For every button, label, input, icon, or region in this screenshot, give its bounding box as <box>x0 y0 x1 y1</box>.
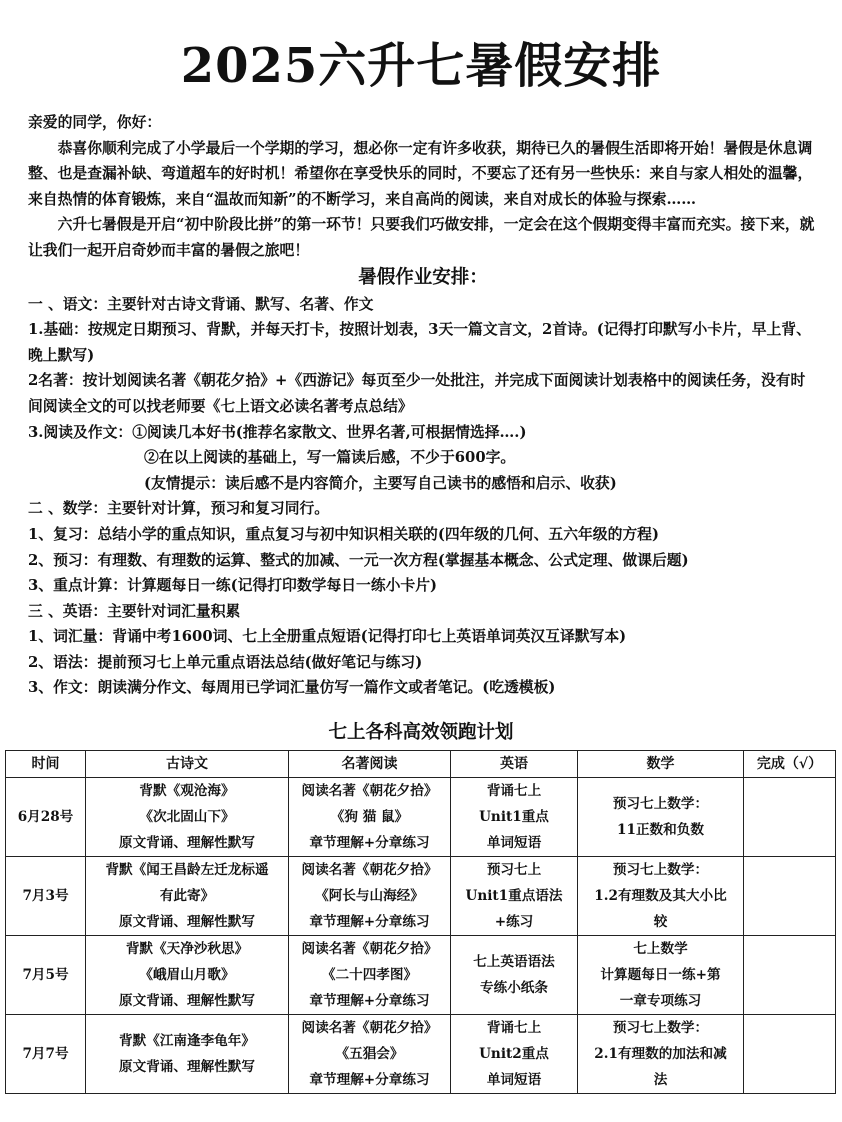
reading-line: 阅读名著《朝花夕拾》 <box>301 862 438 878</box>
math-line: 一章专项练习 <box>619 993 702 1009</box>
header-math: 数学 <box>578 751 744 778</box>
row-done <box>744 857 836 936</box>
row-reading <box>289 936 451 1015</box>
chinese-item-3-b: ②在以上阅读的基础上，写一篇读后感，不少于600字。 <box>144 449 516 467</box>
poetry-line: 《次北固山下》 <box>139 809 235 825</box>
reading-line: 阅读名著《朝花夕拾》 <box>301 783 438 799</box>
row-english <box>451 936 578 1015</box>
math-item-2: 2、预习：有理数、有理数的运算、整式的加减、一元一次方程(掌握基本概念、公式定理、做课后题) <box>28 551 689 569</box>
row-date: 7月5号 <box>6 936 86 1015</box>
row-poetry <box>86 1015 289 1094</box>
reading-line: 《二十四孝图》 <box>321 967 418 983</box>
row-poetry <box>86 936 289 1015</box>
math-line: 1.2有理数及其大小比 <box>594 888 727 904</box>
math-line: 预习七上数学： <box>612 1020 709 1036</box>
english-line: 七上英语语法 <box>473 954 555 970</box>
english-line: Unit1重点语法 <box>465 888 563 904</box>
homework-heading: 暑假作业安排： <box>358 266 488 288</box>
row-math <box>578 778 744 857</box>
intro-paragraph-1: 恭喜你顺利完成了小学最后一个学期的学习，想必你一定有许多收获，期待已久的暑假生活即将开始！暑假是休息调整、也是查漏补缺、弯道超车的好时机！希望你在享受快乐的同时，不要忘了还有另一些快乐：来自与家人相处的温馨，来自热情的体育锻炼，来自“温故而知新”的不断学习，来自高尚的阅读，来自对成长的体验与探索…… <box>28 139 813 208</box>
english-item-1: 1、词汇量：背诵中考1600词、七上全册重点短语(记得打印七上英语单词英汉互译默写本) <box>28 628 627 646</box>
row-date: 6月28号 <box>6 778 86 857</box>
english-line: 背诵七上 <box>486 783 542 799</box>
math-item-3: 3、重点计算：计算题每日一练(记得打印数学每日一练小卡片) <box>28 577 438 595</box>
reading-line: 阅读名著《朝花夕拾》 <box>301 941 438 957</box>
row-poetry <box>86 778 289 857</box>
row-done <box>744 936 836 1015</box>
chinese-item-3-note: (友情提示：读后感不是内容简介，主要写自己读书的感悟和启示、收获) <box>144 474 617 492</box>
chinese-item-2: 2名著：按计划阅读名著《朝花夕拾》+《西游记》每页至少一处批注，并完成下面阅读计划表格中的阅读任务，没有时间阅读全文的可以找老师要《七上语文必读名著考点总结》 <box>28 372 806 415</box>
table-row <box>6 936 836 1015</box>
row-english <box>451 857 578 936</box>
chinese-item-1: 1.基础：按规定日期预习、背默，并每天打卡，按照计划表，3天一篇文言文，2首诗。(记得打印默写小卡片，早上背、晚上默写) <box>28 321 811 364</box>
page-title: 2025六升七暑假安排 <box>180 38 662 94</box>
poetry-line: 原文背诵、理解性默写 <box>119 1059 255 1075</box>
row-done <box>744 1015 836 1094</box>
row-math <box>578 857 744 936</box>
document-body <box>28 110 818 701</box>
greeting: 亲爱的同学，你好： <box>28 114 162 131</box>
plan-table-body <box>6 778 836 1094</box>
chinese-item-3: 3.阅读及作文：①阅读几本好书(推荐名家散文、世界名著,可根据情选择….) <box>28 423 527 441</box>
math-line: 2.1有理数的加法和减 <box>594 1046 727 1062</box>
poetry-line: 《峨眉山月歌》 <box>139 967 235 983</box>
row-reading <box>289 857 451 936</box>
header-english: 英语 <box>451 751 578 778</box>
chinese-section-title: 一 、语文：主要针对古诗文背诵、默写、名著、作文 <box>28 295 374 313</box>
poetry-line: 背默《天净沙秋思》 <box>125 941 249 957</box>
english-line: 背诵七上 <box>486 1020 542 1036</box>
reading-line: 《狗 猫 鼠》 <box>330 809 409 825</box>
table-row <box>6 778 836 857</box>
english-item-2: 2、语法：提前预习七上单元重点语法总结(做好笔记与练习) <box>28 653 423 671</box>
row-poetry <box>86 857 289 936</box>
poetry-line: 有此寄》 <box>159 888 215 904</box>
row-date: 7月7号 <box>6 1015 86 1094</box>
reading-line: 章节理解+分章练习 <box>309 1072 430 1088</box>
intro-paragraph-2: 六升七暑假是开启“初中阶段比拼”的第一环节！只要我们巧做安排，一定会在这个假期变得丰富而充实。接下来，就让我们一起开启奇妙而丰富的暑假之旅吧！ <box>28 216 815 259</box>
table-row <box>6 1015 836 1094</box>
poetry-line: 原文背诵、理解性默写 <box>119 835 255 851</box>
row-date: 7月3号 <box>6 857 86 936</box>
english-section-title: 三 、英语：主要针对词汇量积累 <box>28 602 241 620</box>
english-line: 单词短语 <box>486 1072 542 1088</box>
header-reading: 名著阅读 <box>289 751 451 778</box>
reading-line: 阅读名著《朝花夕拾》 <box>301 1020 438 1036</box>
row-done <box>744 778 836 857</box>
english-line: 单词短语 <box>486 835 542 851</box>
header-done: 完成（√） <box>744 751 836 778</box>
english-line: 专练小纸条 <box>480 980 548 996</box>
poetry-line: 原文背诵、理解性默写 <box>119 914 255 930</box>
reading-line: 《阿长与山海经》 <box>315 888 424 904</box>
english-line: 预习七上 <box>486 862 542 878</box>
reading-line: 章节理解+分章练习 <box>309 835 430 851</box>
english-item-3: 3、作文：朗读满分作文、每周用已学词汇量仿写一篇作文或者笔记。(吃透模板) <box>28 679 556 697</box>
math-line: 预习七上数学： <box>612 796 709 812</box>
plan-table <box>5 750 836 1094</box>
english-line: Unit1重点 <box>479 809 549 825</box>
poetry-line: 原文背诵、理解性默写 <box>119 993 255 1009</box>
english-line: Unit2重点 <box>479 1046 549 1062</box>
header-poetry: 古诗文 <box>86 751 289 778</box>
plan-table-header-row <box>6 751 836 778</box>
math-line: 11正数和负数 <box>617 822 704 838</box>
row-reading <box>289 1015 451 1094</box>
math-line: 较 <box>653 914 668 930</box>
reading-line: 章节理解+分章练习 <box>309 993 430 1009</box>
math-line: 法 <box>653 1072 668 1088</box>
row-reading <box>289 778 451 857</box>
plan-table-title: 七上各科高效领跑计划 <box>328 722 514 743</box>
table-row <box>6 857 836 936</box>
poetry-line: 背默《观沧海》 <box>139 783 235 799</box>
english-line: +练习 <box>494 914 534 930</box>
math-line: 七上数学 <box>633 941 688 957</box>
math-item-1: 1、复习：总结小学的重点知识，重点复习与初中知识相关联的(四年级的几何、五六年级的方程) <box>28 525 659 543</box>
poetry-line: 背默《江南逢李龟年》 <box>119 1033 255 1049</box>
reading-line: 章节理解+分章练习 <box>309 914 430 930</box>
poetry-line: 背默《闻王昌龄左迁龙标遥 <box>105 862 269 878</box>
row-math <box>578 936 744 1015</box>
math-line: 计算题每日一练+第 <box>600 967 721 983</box>
math-section-title: 二 、数学：主要针对计算，预习和复习同行。 <box>28 500 330 518</box>
math-line: 预习七上数学： <box>612 862 709 878</box>
header-date: 时间 <box>6 751 86 778</box>
row-english <box>451 1015 578 1094</box>
row-english <box>451 778 578 857</box>
row-math <box>578 1015 744 1094</box>
reading-line: 《五猖会》 <box>335 1046 404 1062</box>
